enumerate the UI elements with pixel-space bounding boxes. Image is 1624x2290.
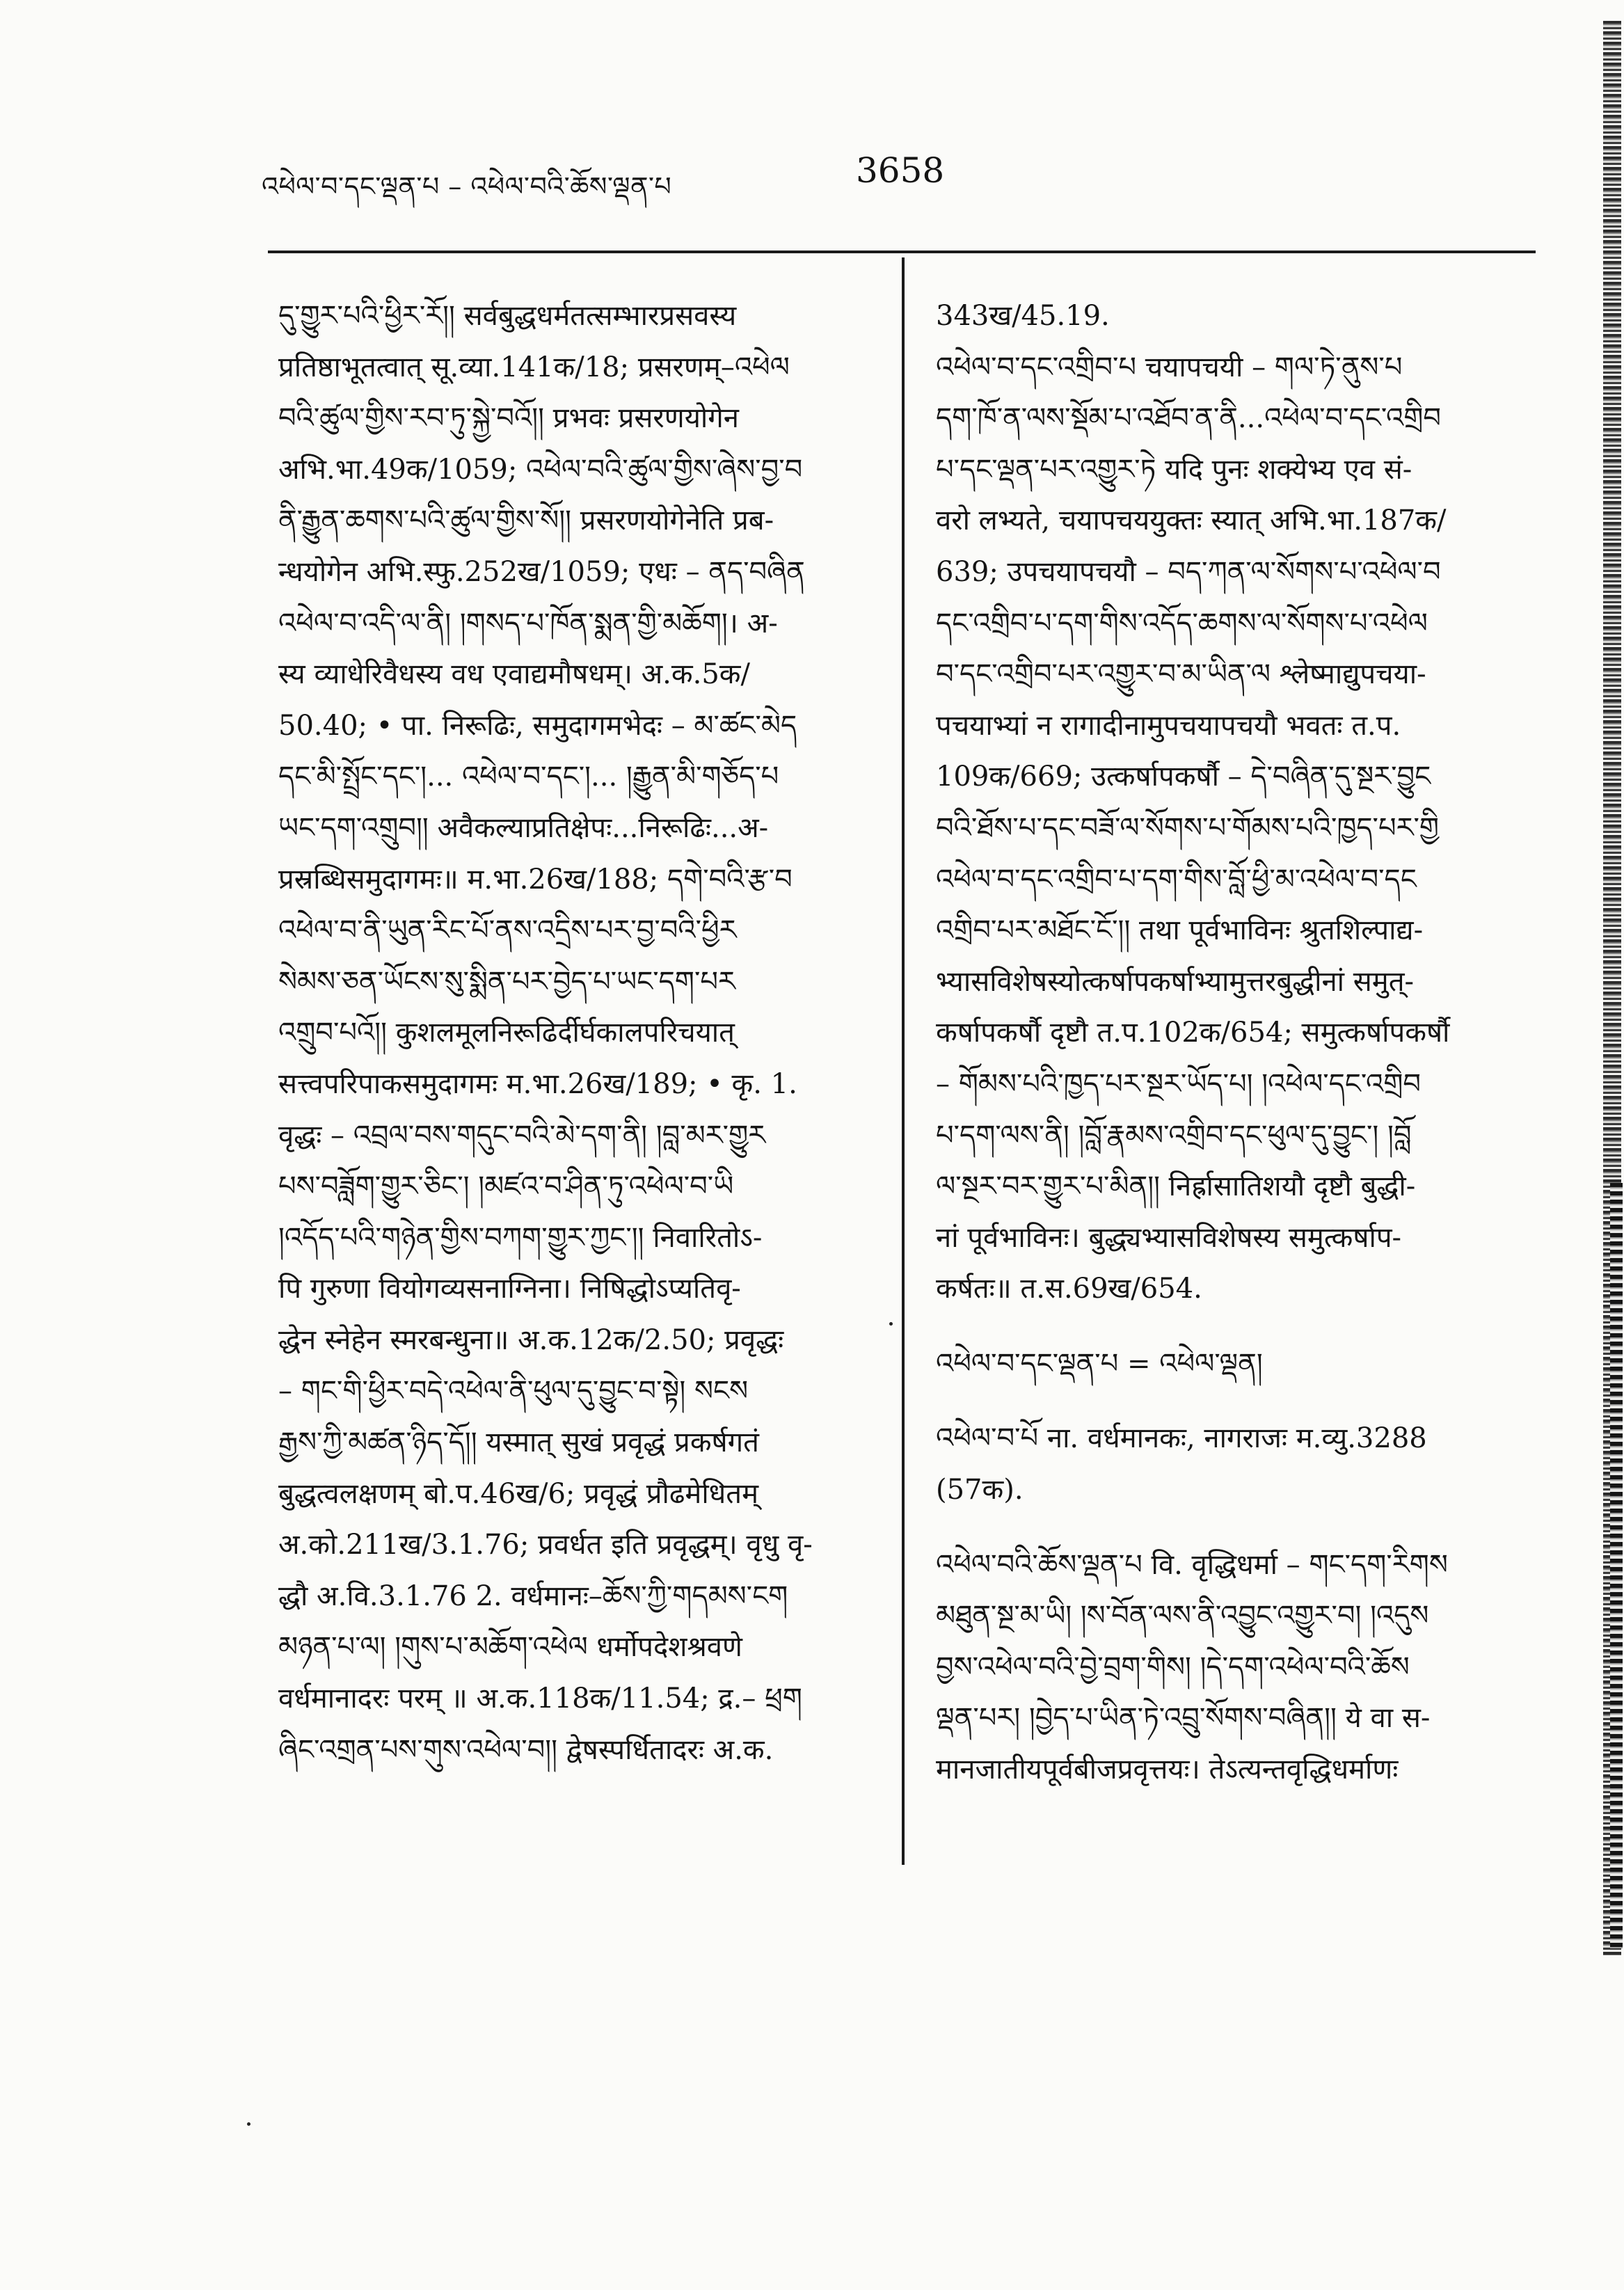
- text-line: འཕེལ་བ་དང་འགྲིབ་པ་དག་གིས་བློ་ཕྱི་མ་འཕེལ་བ་དང: [936, 863, 1417, 896]
- text-line: བའི་ཐོས་པ་དང་བཟོ་ལ་སོགས་པ་གོམས་པའི་ཁྱད་པར་གྱི: [936, 811, 1440, 844]
- header-rule: [268, 251, 1536, 253]
- text-line: མཐུན་སྔ་མ་ཡི། །ས་བོན་ལས་ནི་འབྱུང་འགྱུར་བ། །འདུས: [936, 1600, 1429, 1632]
- text-line: དུ་གྱུར་པའི་ཕྱིར་རོ།། सर्वबुद्धधर्मतत्सम्भारप्रसवस्य: [278, 300, 737, 332]
- running-header-title: འཕེལ་བ་དང་ལྡན་པ – འཕེལ་བའི་ཆོས་ལྡན་པ: [262, 171, 672, 202]
- text-line: 343ख/45.19.: [936, 300, 1110, 332]
- text-line: स्य व्याधेरिवैधस्य वध एवाद्यमौषधम्। अ.क.5क/: [278, 658, 750, 691]
- text-line: – གོམས་པའི་ཁྱད་པར་སྔར་ཡོད་པ། །འཕེལ་དང་འགྲིབ: [936, 1067, 1422, 1100]
- text-line: – གང་གི་ཕྱིར་བདེ་འཕེལ་ནི་ཕུལ་དུ་བྱུང་བ་སྟེ། སངས: [278, 1375, 749, 1408]
- text-line: པས་བཟློག་གྱུར་ཅིང་། །མཛའ་བ་ཤིན་ཏུ་འཕེལ་བ་ཡི: [278, 1170, 734, 1203]
- text-line: 639; उपचयापचयौ – བད་ཀན་ལ་སོགས་པ་འཕེལ་བ: [936, 555, 1441, 588]
- text-line: वरो लभ्यते, चयापचययुक्तः स्यात् अभि.भा.187क/: [936, 504, 1447, 537]
- text-line: འཕེལ་བའི་ཆོས་ལྡན་པ वि. वृद्धिधर्मा – གང་དག་རིགས: [936, 1548, 1448, 1581]
- text-line: वृद्धः – འབྲལ་བས་གདུང་བའི་མེ་དག་ནི། །བླ་མར་གྱུར: [278, 1119, 766, 1152]
- text-line: द्धौ अ.वि.3.1.76 2. वर्धमानः–ཆོས་ཀྱི་གདམས་ངག: [278, 1580, 788, 1612]
- text-line: སེམས་ཅན་ཡོངས་སུ་སྨིན་པར་བྱེད་པ་ཡང་དག་པར: [278, 965, 735, 998]
- text-line: अभि.भा.49क/1059; འཕེལ་བའི་ཚུལ་གྱིས་ཞེས་བྱ་བ: [278, 453, 803, 486]
- dictionary-entry: འཕེལ་བ་དང་ལྡན་པ = འཕེལ་ལྡན།: [936, 1347, 1263, 1380]
- text-line: 50.40; • पा. निरूढिः, समुदागमभेदः – མ་ཚང་མེད: [278, 709, 797, 742]
- text-line: प्रस्रब्धिसमुदागमः॥ म.भा.26ख/188; དགེ་བའི་རྩ་བ: [278, 863, 793, 896]
- text-line: 109क/669; उत्कर्षापकर्षौ – དེ་བཞིན་དུ་སྔར་བྱུང: [936, 761, 1431, 793]
- text-line: དག་ཁོ་ན་ལས་སྡོམ་པ་འཐོབ་ན་ནི...འཕེལ་བ་དང་འགྲིབ: [936, 402, 1442, 435]
- text-line: བྱས་འཕེལ་བའི་བྱེ་བྲག་གིས། །དེ་དག་འཕེལ་བའི་ཆོས: [936, 1651, 1410, 1683]
- text-line: प्रतिष्ठाभूतत्वात् सू.व्या.141क/18; प्रसरणम्–འཕེལ: [278, 351, 790, 383]
- text-line: འཕེལ་བ་པོ ना. वर्धमानकः, नागराजः म.व्यु.3288: [936, 1422, 1427, 1455]
- text-line: पचयाभ्यां न रागादीनामुपचयापचयौ भवतः त.प.: [936, 709, 1401, 742]
- text-line: पि गुरुणा वियोगव्यसनाग्निना। निषिद्धोऽप्यतिवृ-: [278, 1273, 741, 1305]
- text-line: अ.को.211ख/3.1.76; प्रवर्धत इति प्रवृद्धम्। वृधु वृ-: [278, 1529, 813, 1561]
- text-line: वर्धमानादरः परम् ॥ अ.क.118क/11.54; द्र.– ཕྲག: [278, 1683, 802, 1715]
- text-line: དང་འགྲིབ་པ་དག་གིས་འདོད་ཆགས་ལ་སོགས་པ་འཕེལ: [936, 607, 1428, 639]
- text-line: ནི་རྒྱུན་ཆགས་པའི་ཚུལ་གྱིས་སོ།། प्रसरणयोगेनेति प्रब-: [278, 504, 774, 537]
- text-line: བ་དང་འགྲིབ་པར་འགྱུར་བ་མ་ཡིན་ལ श्लेष्माद्युपचया-: [936, 658, 1426, 691]
- text-line: དང་མི་སྤྲོང་དང་།... འཕེལ་བ་དང་།... །རྒྱུན་མི་གཅོད་པ: [278, 761, 779, 793]
- page-edge-scan-artifact: [1599, 0, 1624, 2290]
- ink-speck: [247, 2122, 250, 2126]
- text-line: འཕེལ་བ་ནི་ཡུན་རིང་པོ་ནས་འདྲིས་པར་བྱ་བའི་ཕྱིར: [278, 914, 737, 947]
- text-line: कर्षापकर्षौ दृष्टौ त.प.102क/654; समुत्कर्षापकर्षौ: [936, 1017, 1450, 1049]
- text-line: (57क).: [936, 1474, 1024, 1506]
- text-line: सत्त्वपरिपाकसमुदागमः म.भा.26ख/189; • कृ. 1.: [278, 1067, 797, 1100]
- text-line: །འདོད་པའི་གཉེན་གྱིས་བཀག་གྱུར་ཀྱང་།། निवारितोऽ-: [278, 1221, 763, 1254]
- text-line: བའི་ཚུལ་གྱིས་རབ་ཏུ་སྐྱེ་བའོ།། प्रभवः प्रसरणयोगेन: [278, 402, 739, 435]
- text-line: འགྲུབ་པའོ།། कुशलमूलनिरूढिर्दीर्घकालपरिचयात्: [278, 1017, 735, 1049]
- text-line: འཕེལ་བ་དང་འགྲིབ་པ चयापचयी – གལ་ཏེ་ནུས་པ: [936, 351, 1403, 383]
- column-divider: [902, 257, 905, 1865]
- left-column: [278, 291, 885, 1776]
- ink-speck: [889, 1322, 893, 1326]
- text-line: द्धेन स्नेहेन स्मरबन्धुना॥ अ.क.12क/2.50; प्रवृद्धः: [278, 1323, 784, 1356]
- text-line: ཞིང་འགྲན་པས་གུས་འཕེལ་བ།། द्वेषस्पर्धितादरः अ.क.: [278, 1733, 774, 1766]
- right-column: [936, 291, 1520, 1796]
- text-line: ལྡན་པར། །བྱེད་པ་ཡིན་ཏེ་འབྲུ་སོགས་བཞིན།། ये वा स-: [936, 1702, 1431, 1735]
- text-line: པ་དག་ལས་ནི། །བློ་རྣམས་འགྲིབ་དང་ཕུལ་དུ་བྱུང་། །བློ: [936, 1119, 1412, 1152]
- text-line: ཡང་དག་འགྲུབ།། अवैकल्याप्रतिक्षेपः...निरूढिः...अ-: [278, 811, 769, 844]
- text-line: རྒྱས་ཀྱི་མཚན་ཉིད་དོ།། यस्मात् सुखं प्रवृद्धं प्रकर्षगतं: [278, 1426, 759, 1459]
- text-line: भ्यासविशेषस्योत्कर्षापकर्षाभ्यामुत्तरबुद्धीनां समुत्-: [936, 965, 1415, 998]
- running-header: [0, 148, 1624, 203]
- text-line: མཉན་པ་ལ། །གུས་པ་མཆོག་འཕེལ धर्मोपदेशश्रवणे: [278, 1631, 742, 1664]
- text-line: कर्षतः॥ त.स.69ख/654.: [936, 1273, 1202, 1305]
- text-line: ལ་སྔར་བར་གྱུར་པ་མིན།། निर्ह्रासातिशयौ दृष्टौ बुद्धी-: [936, 1170, 1416, 1203]
- text-line: འགྲིབ་པར་མཐོང་ངོ་།། तथा पूर्वभाविनः श्रुतशिल्पाद्य-: [936, 914, 1424, 947]
- text-line: པ་དང་ལྡན་པར་འགྱུར་ཏེ यदि पुनः शक्येभ्य एव सं-: [936, 453, 1412, 486]
- text-line: बुद्धत्वलक्षणम् बो.प.46ख/6; प्रवृद्धं प्रौढमेधितम्: [278, 1477, 758, 1510]
- text-line: न्धयोगेन अभि.स्फु.252ख/1059; एधः – ནད་བཞིན: [278, 555, 805, 588]
- text-line: नां पूर्वभाविनः। बुद्ध्यभ्यासविशेषस्य समुत्कर्षाप-: [936, 1221, 1402, 1254]
- text-line: मानजातीयपूर्वबीजप्रवृत्तयः। तेऽत्यन्तवृद्धिधर्माणः: [936, 1754, 1399, 1786]
- text-line: འཕེལ་བ་འདི་ལ་ནི། །གསད་པ་ཁོན་སྨན་གྱི་མཆོག།। अ-: [278, 607, 778, 639]
- page-number: 3658: [856, 150, 945, 191]
